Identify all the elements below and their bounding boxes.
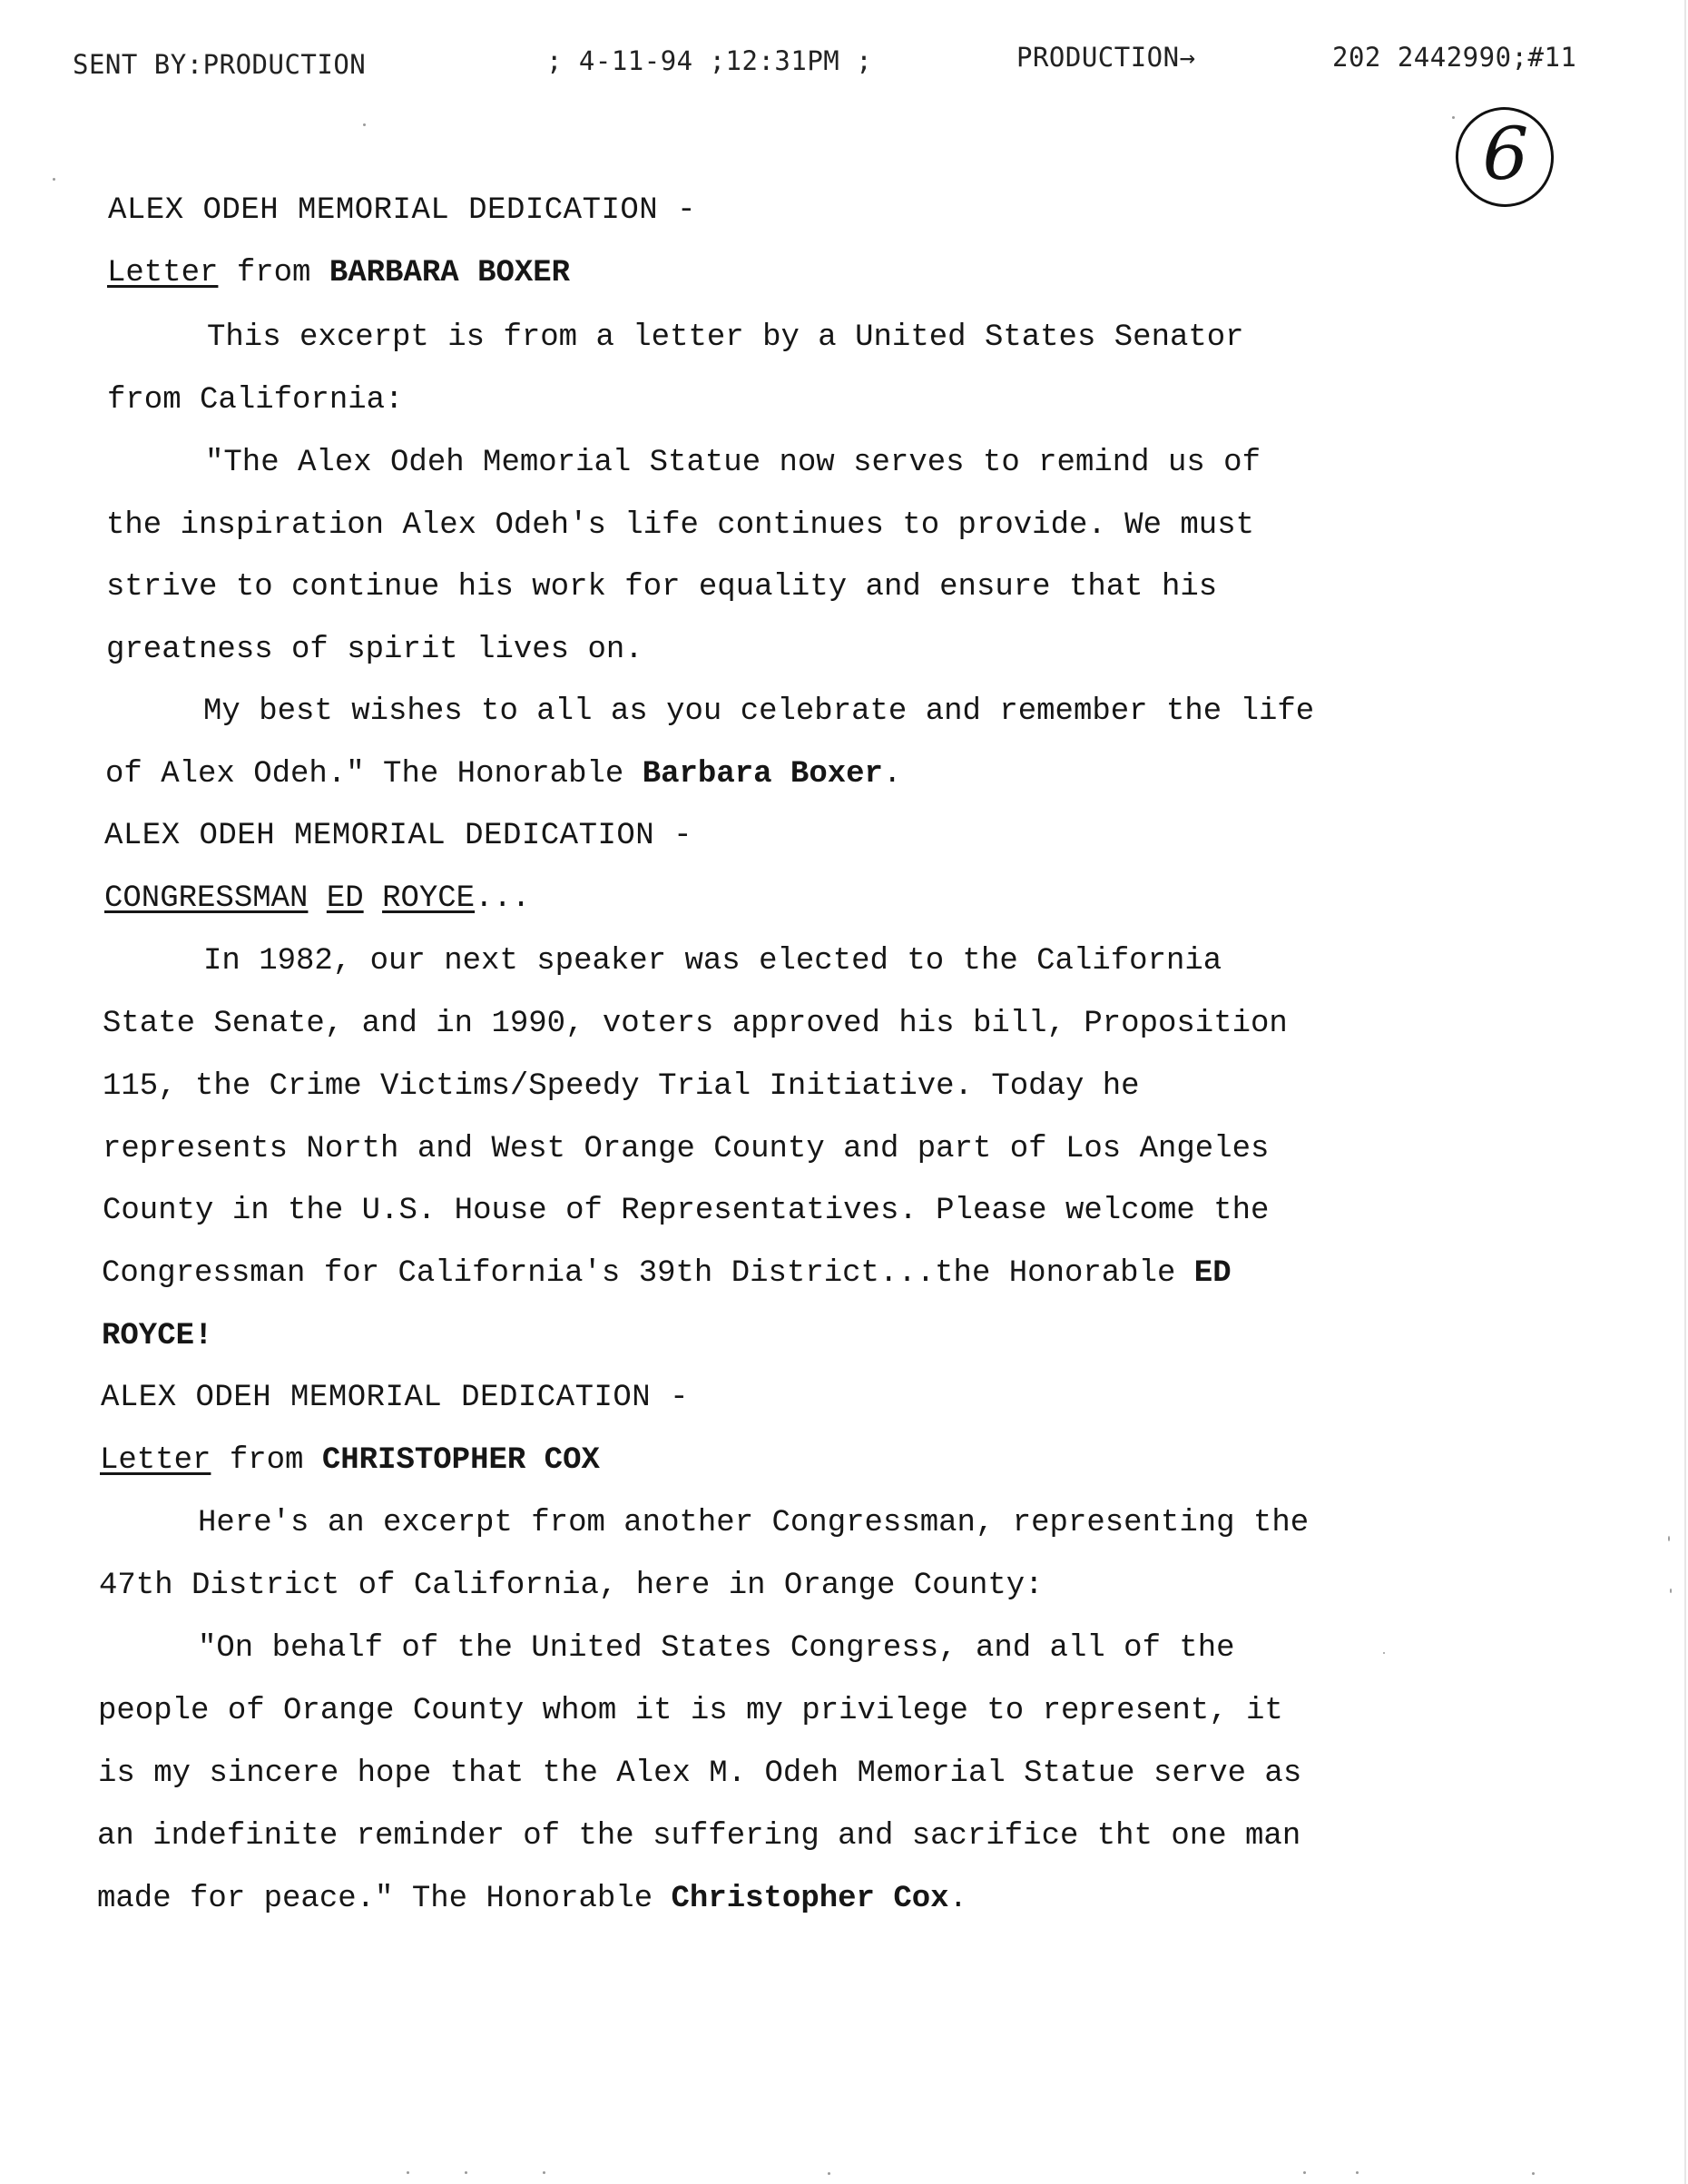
- page-number-digit: 6: [1482, 112, 1529, 196]
- subheading-word: CONGRESSMAN: [104, 881, 309, 916]
- scan-speck: [1532, 2172, 1535, 2175]
- scan-speck: [363, 123, 366, 126]
- body-line: is my sincere hope that the Alex M. Odeh Memorial Statue serve as: [98, 1756, 1302, 1791]
- body-line: County in the U.S. House of Representatives. Please welcome the: [103, 1194, 1270, 1228]
- scan-speck: [1668, 1536, 1670, 1541]
- body-line: people of Orange County whom it is my privilege to represent, it: [98, 1694, 1283, 1728]
- body-line-closing: [97, 1879, 967, 1919]
- body-line: 115, the Crime Victims/Speedy Trial Initiative. Today he: [103, 1069, 1140, 1104]
- body-line: greatness of spirit lives on.: [106, 633, 643, 667]
- section-heading-boxer: ALEX ODEH MEMORIAL DEDICATION -: [108, 193, 697, 228]
- body-line: Here's an excerpt from another Congressman, representing the: [198, 1506, 1310, 1540]
- subheading-from: from: [211, 1443, 322, 1478]
- subheading-name: CHRISTOPHER COX: [321, 1443, 600, 1478]
- subheading-word: ROYCE: [382, 881, 476, 916]
- body-line: My best wishes to all as you celebrate and remember the life: [203, 694, 1315, 729]
- speaker-name: ED: [1193, 1256, 1232, 1291]
- scan-speck: [465, 2171, 467, 2174]
- speaker-name-cont: ROYCE!: [102, 1319, 213, 1353]
- scan-speck: [1356, 2171, 1359, 2174]
- body-line: [102, 1254, 1232, 1294]
- fax-destination: PRODUCTION→: [1016, 42, 1196, 73]
- closing-text: of Alex Odeh." The Honorable: [105, 757, 643, 792]
- body-line: the inspiration Alex Odeh's life continues to provide. We must: [106, 508, 1255, 543]
- subheading-word: ED: [326, 881, 364, 916]
- section-heading-cox: ALEX ODEH MEMORIAL DEDICATION -: [101, 1381, 690, 1415]
- scan-speck: [1303, 2171, 1306, 2174]
- section-subheading-royce: [104, 879, 530, 919]
- section-subheading-boxer: [107, 253, 570, 293]
- closing-signatory: Barbara Boxer: [642, 757, 883, 792]
- subheading-ellipsis: ...: [475, 881, 531, 916]
- scan-speck: [1670, 1589, 1672, 1593]
- body-line: represents North and West Orange County and part of Los Angeles: [103, 1132, 1270, 1166]
- scan-speck: [53, 178, 55, 181]
- body-line: State Senate, and in 1990, voters approved his bill, Proposition: [103, 1007, 1288, 1041]
- body-line: This excerpt is from a letter by a United States Senator: [207, 320, 1244, 355]
- fax-header: [0, 42, 1688, 85]
- subheading-from: from: [218, 256, 329, 290]
- body-line: In 1982, our next speaker was elected to the California: [203, 944, 1222, 979]
- section-subheading-cox: [100, 1441, 600, 1481]
- page-edge: [1684, 0, 1686, 2184]
- scan-speck: [1452, 116, 1455, 119]
- scan-speck: [407, 2171, 409, 2174]
- body-line: from California:: [107, 383, 404, 418]
- closing-signatory: Christopher Cox: [671, 1882, 949, 1916]
- body-line-text: Congressman for California's 39th District...the Honorable: [102, 1256, 1194, 1291]
- closing-period: .: [882, 757, 902, 792]
- fax-sent-by: SENT BY:PRODUCTION: [73, 49, 367, 80]
- fax-datetime: ; 4-11-94 ;12:31PM ;: [546, 45, 873, 76]
- section-heading-royce: ALEX ODEH MEMORIAL DEDICATION -: [104, 819, 693, 853]
- fax-number: 202 2442990;#11: [1332, 42, 1577, 73]
- subheading-name: BARBARA BOXER: [329, 256, 571, 290]
- closing-period: .: [948, 1882, 967, 1916]
- body-line: "On behalf of the United States Congress, and all of the: [198, 1631, 1235, 1666]
- body-line: "The Alex Odeh Memorial Statue now serves to remind us of: [205, 446, 1261, 480]
- body-line: an indefinite reminder of the suffering and sacrifice tht one man: [97, 1819, 1301, 1854]
- closing-text: made for peace." The Honorable: [97, 1882, 672, 1916]
- subheading-letter-label: Letter: [107, 256, 219, 290]
- subheading-letter-label: Letter: [100, 1443, 211, 1478]
- scan-speck: [828, 2172, 830, 2175]
- body-line: 47th District of California, here in Orange County:: [99, 1569, 1044, 1603]
- scan-speck: [1383, 1652, 1385, 1654]
- scan-speck: [543, 2171, 545, 2174]
- body-line-closing: [105, 754, 901, 794]
- body-line: strive to continue his work for equality and ensure that his: [106, 570, 1218, 605]
- handwritten-page-number: [1456, 107, 1554, 209]
